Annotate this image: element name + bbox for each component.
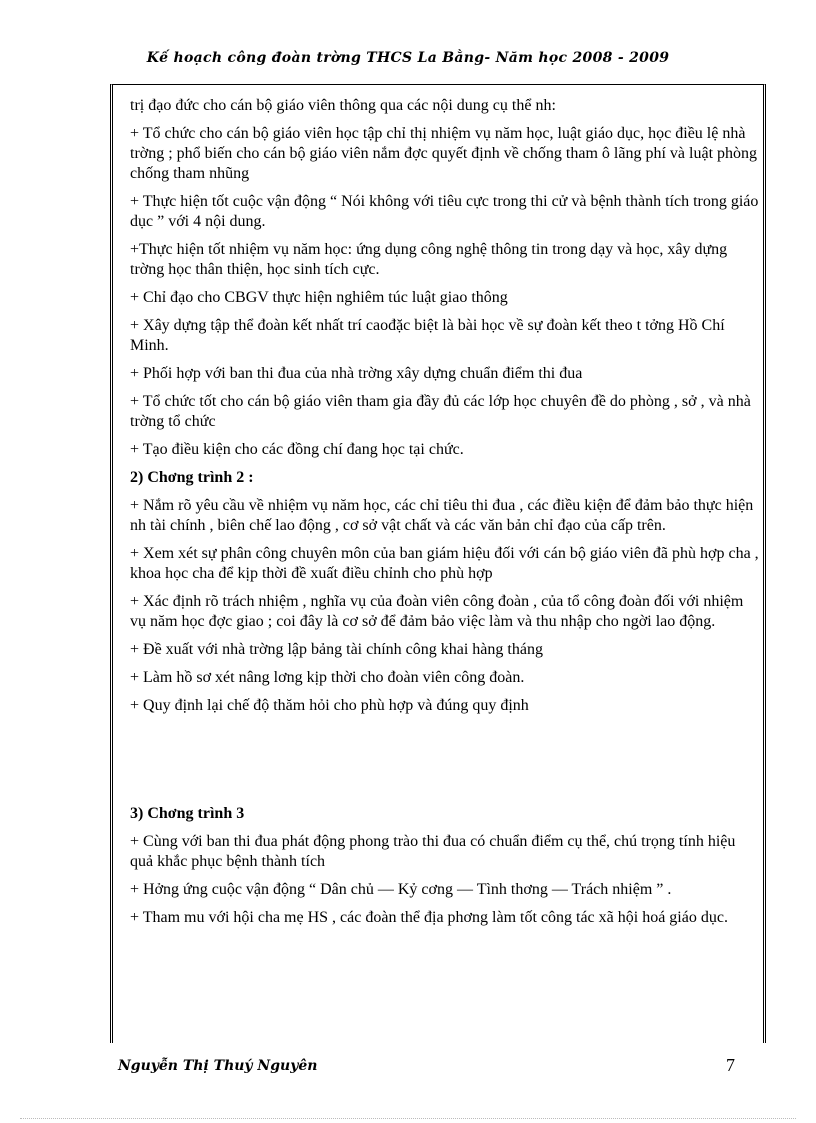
document-body [130,96,760,936]
list-item: + Xây dựng tập thể đoàn kết nhất trí caođặc biệt là bài học về sự đoàn kết theo t tởng Hồ Chí Minh. [130,317,725,354]
list-item: + Phối hợp với ban thi đua của nhà trờng xây dựng chuẩn điểm thi đua [130,365,583,382]
list-item: + Hởng ứng cuộc vận động “ Dân chủ — Kỷ cơng — Tình thơng — Trách nhiệm ” . [130,881,672,898]
list-item: + Tham mu với hội cha mẹ HS , các đoàn thể địa phơng làm tốt công tác xã hội hoá giáo dục. [130,909,728,926]
list-item: + Tạo điều kiện cho các đồng chí đang học tại chức. [130,441,464,458]
list-item: + Xem xét sự phân công chuyên môn của ban giám hiệu đối với cán bộ giáo viên đã phù hợp cha , khoa học cha để kịp thời đề xuất điều chỉnh cho phù hợp [130,545,759,582]
list-item: + Chỉ đạo cho CBGV thực hiện nghiêm túc luật giao thông [130,289,508,306]
list-item: + Làm hồ sơ xét nâng lơng kịp thời cho đoàn viên công đoàn. [130,669,525,686]
list-item: + Tổ chức tốt cho cán bộ giáo viên tham gia đầy đủ các lớp học chuyên đề do phòng , sở , và nhà trờng tổ chức [130,393,751,430]
list-item: + Quy định lại chế độ thăm hỏi cho phù hợp và đúng quy định [130,697,529,714]
section1-intro: trị đạo đức cho cán bộ giáo viên thông qua các nội dung cụ thể nh: [130,97,556,114]
page-number: 7 [726,1055,735,1075]
list-item: + Xác định rõ trách nhiệm , nghĩa vụ của đoàn viên công đoàn , của tổ công đoàn đối với nhiệm vụ năm học đợc giao ; coi đây là cơ sở để đảm bảo việc làm và thu nhập cho ngời lao động. [130,593,744,630]
page-header: Kế hoạch công đoàn trờng THCS La Bằng- Năm học 2008 - 2009 [146,50,670,66]
list-item: + Nắm rõ yêu cầu về nhiệm vụ năm học, các chỉ tiêu thi đua , các điều kiện để đảm bảo thực hiện nh tài chính , biên chế lao động , cơ sở vật chất và các văn bản chỉ đạo của cấp trên. [130,497,754,534]
footer-author: Nguyễn Thị Thuý Nguyên [118,1058,318,1074]
list-item: +Thực hiện tốt nhiệm vụ năm học: ứng dụng công nghệ thông tin trong dạy và học, xây dựng trờng học thân thiện, học sinh tích cực. [130,241,728,278]
list-item: + Tổ chức cho cán bộ giáo viên học tập chỉ thị nhiệm vụ năm học, luật giáo dục, học điều lệ nhà trờng ; phổ biến cho cán bộ giáo viên nắm đợc quyết định về chống tham ô lãng phí và luật phòng chống tham nhũng [130,125,758,182]
list-item: + Thực hiện tốt cuộc vận động “ Nói không với tiêu cực trong thi cử và bệnh thành tích trong giáo dục ” với 4 nội dung. [130,193,759,230]
blank-space [130,724,760,804]
section3-heading: 3) Chơng trình 3 [130,805,245,822]
list-item: + Cùng với ban thi đua phát động phong trào thi đua có chuẩn điểm cụ thể, chú trọng tính hiệu quả khắc phục bệnh thành tích [130,833,736,870]
section2-heading: 2) Chơng trình 2 : [130,469,254,486]
bottom-divider [20,1118,796,1119]
list-item: + Đề xuất với nhà trờng lập bảng tài chính công khai hàng tháng [130,641,543,658]
